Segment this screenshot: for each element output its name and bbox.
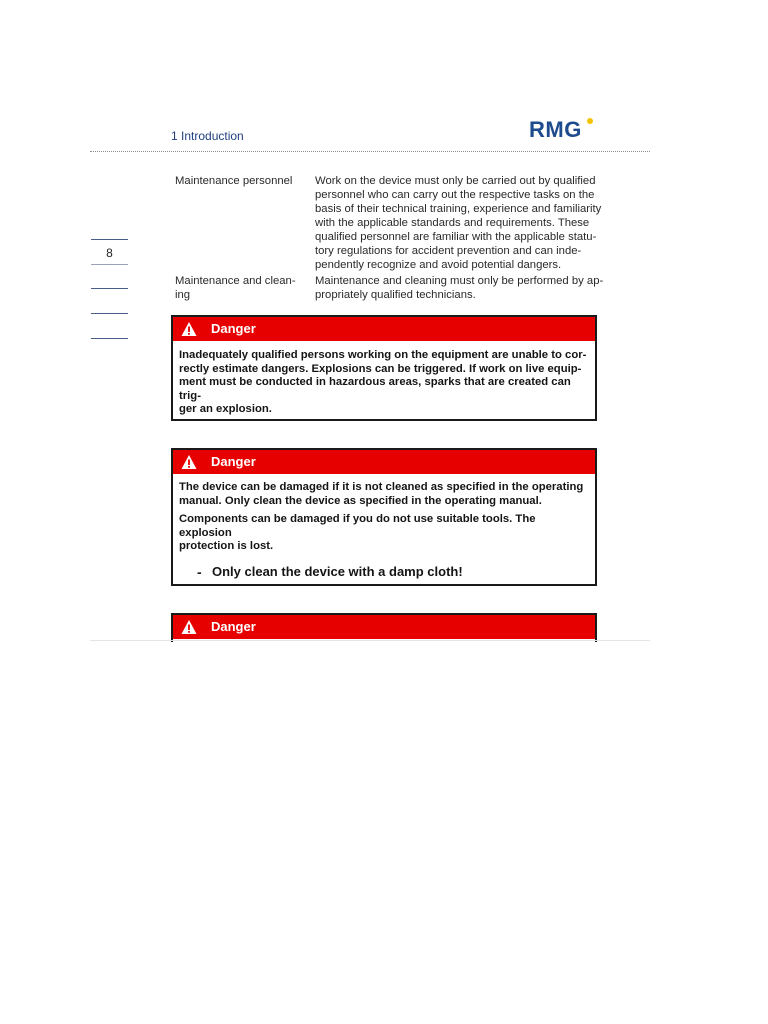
danger-line: ger an explosion.	[179, 403, 272, 415]
term-line: Maintenance personnel	[175, 175, 293, 187]
desc-line: pendently recognize and avoid potential dangers.	[315, 259, 562, 271]
danger-paragraph	[173, 513, 595, 554]
danger-paragraph	[173, 481, 595, 508]
definition-description	[315, 274, 615, 302]
margin-tick	[91, 313, 128, 314]
danger-header	[173, 615, 595, 639]
desc-line: personnel who can carry out the respective tasks on the	[315, 189, 595, 201]
danger-line: Inadequately qualified persons working on the equipment are unable to cor-	[179, 349, 587, 361]
margin-tick	[91, 288, 128, 289]
desc-line: tory regulations for accident prevention and can inde-	[315, 245, 582, 257]
danger-box	[171, 315, 597, 421]
bullet-text: Only clean the device with a damp cloth!	[212, 563, 463, 579]
definition-term	[175, 274, 305, 302]
logo-dot-icon	[587, 118, 593, 124]
section-title: 1 Introduction	[171, 129, 244, 143]
desc-line: propriately qualified technicians.	[315, 289, 476, 301]
page-number: 8	[106, 246, 113, 260]
danger-line: ment must be conducted in hazardous areas, sparks that are created can trig-	[179, 376, 571, 402]
danger-header	[173, 317, 595, 341]
danger-box	[171, 613, 597, 642]
definition-description	[315, 174, 615, 272]
danger-label: Danger	[211, 619, 256, 634]
danger-line: protection is lost.	[179, 540, 274, 552]
desc-line: Work on the device must only be carried out by qualified	[315, 175, 596, 187]
margin-tick	[91, 338, 128, 339]
danger-line: The device can be damaged if it is not cleaned as specified in the operating	[179, 481, 584, 493]
danger-line: manual. Only clean the device as specified in the operating manual.	[179, 494, 542, 507]
danger-label: Danger	[211, 321, 256, 336]
desc-line: qualified personnel are familiar with the applicable statu-	[315, 231, 597, 243]
rmg-logo: RMG	[529, 117, 582, 142]
header-divider	[90, 151, 650, 152]
desc-line: Maintenance and cleaning must only be performed by ap-	[315, 275, 604, 287]
margin-tick	[91, 239, 128, 240]
page-bottom-edge	[90, 640, 650, 641]
desc-line: basis of their technical training, experience and familiarity	[315, 203, 602, 215]
term-line: ing	[175, 289, 191, 301]
danger-box	[171, 448, 597, 586]
danger-header	[173, 450, 595, 474]
warning-triangle-icon	[181, 619, 197, 635]
bullet-dash: -	[197, 563, 202, 580]
danger-paragraph	[173, 349, 595, 417]
warning-triangle-icon	[181, 454, 197, 470]
danger-label: Danger	[211, 454, 256, 469]
warning-triangle-icon	[181, 321, 197, 337]
danger-line: Components can be damaged if you do not use suitable tools. The explosion	[179, 513, 536, 539]
definition-term	[175, 174, 305, 188]
margin-tick	[91, 264, 128, 265]
desc-line: with the applicable standards and requirements. These	[315, 217, 590, 229]
term-line: Maintenance and clean-	[175, 275, 296, 287]
danger-line: rectly estimate dangers. Explosions can be triggered. If work on live equip-	[179, 362, 582, 375]
danger-bullet	[173, 564, 595, 582]
